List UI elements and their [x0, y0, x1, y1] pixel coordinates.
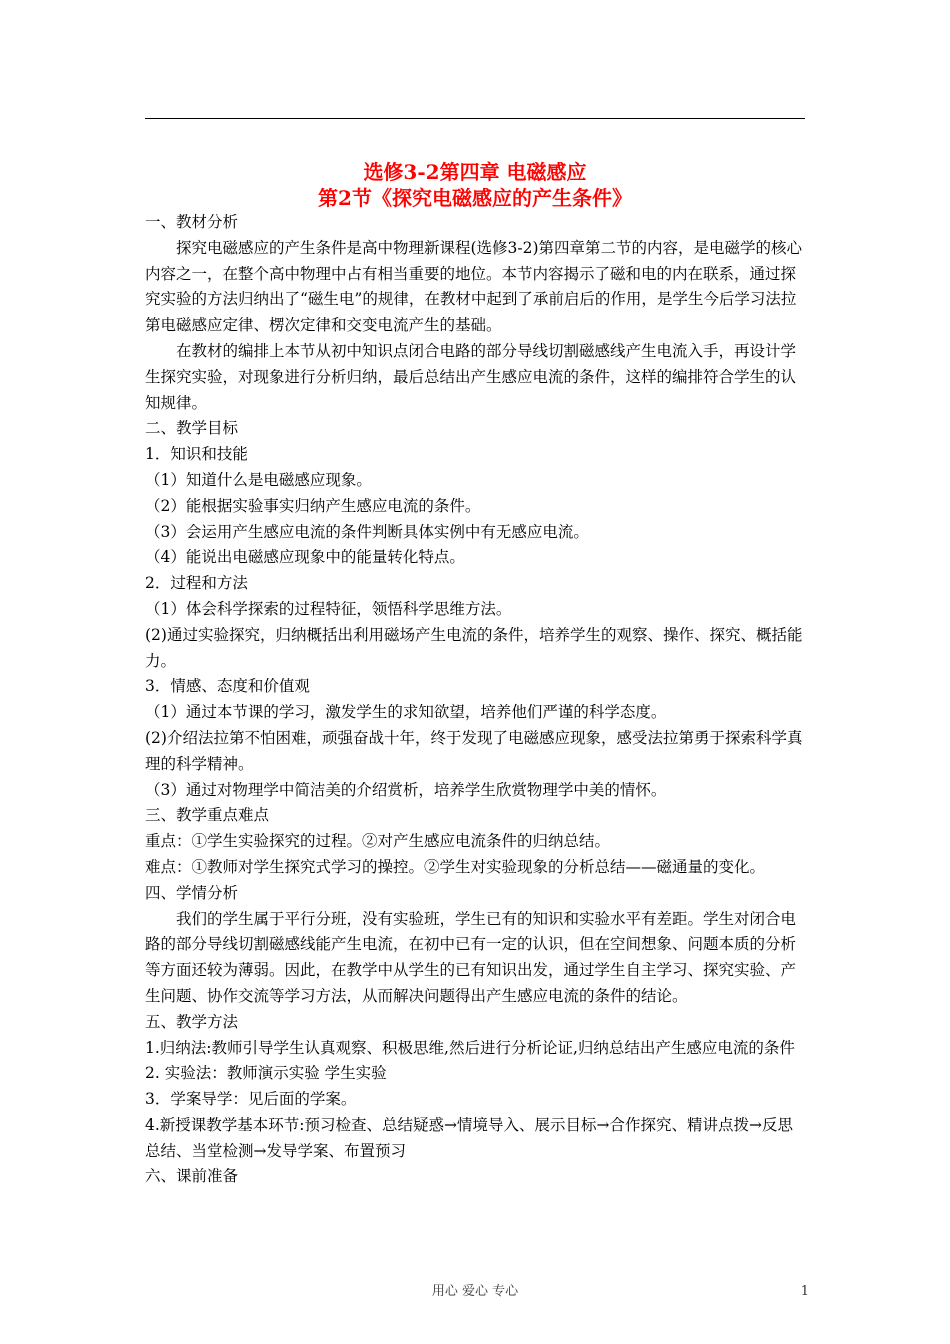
subsection-heading: 3．情感、态度和价值观: [145, 677, 310, 696]
document-title: 选修3-2第四章 电磁感应: [363, 160, 587, 184]
subsection-heading: 1．知识和技能: [145, 445, 248, 464]
list-item: （4）能说出电磁感应现象中的能量转化特点。: [145, 548, 465, 567]
section-heading-preparation: 六、课前准备: [145, 1167, 239, 1186]
paragraph: 探究电磁感应的产生条件是高中物理新课程(选修3-2)第四章第二节的内容，是电磁学的核心内容之一，在整个高中物理中占有相当重要的地位。本节内容揭示了磁和电的内在联系，通过探究实验的方法归纳出了“磁生电”的规律，在教材中起到了承前启后的作用，是学生今后学习法拉第电磁感应定律、楞次定律和交变电流产生的基础。: [145, 238, 803, 335]
list-item: 1.归纳法:教师引导学生认真观察、积极思维,然后进行分析论证,归纳总结出产生感应电流的条件: [145, 1038, 795, 1057]
list-item: （1）知道什么是电磁感应现象。: [145, 470, 372, 489]
list-item: （3）会运用产生感应电流的条件判断具体实例中有无感应电流。: [145, 522, 589, 541]
section-heading-teaching-methods: 五、教学方法: [145, 1012, 239, 1031]
list-item: （1）通过本节课的学习，激发学生的求知欲望，培养他们严谨的科学态度。: [145, 703, 667, 722]
section-heading-teaching-goals: 二、教学目标: [145, 419, 239, 438]
list-item: 4.新授课教学基本环节:预习检查、总结疑惑→情境导入、展示目标→合作探究、精讲点拨→反思总结、当堂检测→发导学案、布置预习: [145, 1115, 793, 1160]
footer-slogan: 用心 爱心 专心: [431, 1284, 519, 1299]
list-item: （3）通过对物理学中简洁美的介绍赏析，培养学生欣赏物理学中美的情怀。: [145, 780, 667, 799]
difficult-point: 难点：①教师对学生探究式学习的操控。②学生对实验现象的分析总结——磁通量的变化。: [145, 857, 766, 876]
section-heading-teaching-material-analysis: 一、教材分析: [145, 213, 239, 231]
paragraph: 我们的学生属于平行分班，没有实验班，学生已有的知识和实验水平有差距。学生对闭合电路的部分导线切割磁感线能产生电流，在初中已有一定的认识，但在空间想象、问题本质的分析等方面还较为薄弱。因此，在教学中从学生的已有知识出发，通过学生自主学习、探究实验、产生问题、协作交流等学习方法，从而解决问题得出产生感应电流的条件的结论。: [145, 909, 797, 1005]
section-heading-key-points: 三、教学重点难点: [145, 806, 270, 825]
list-item: （1）体会科学探索的过程特征，领悟科学思维方法。: [145, 599, 512, 618]
document-body: [145, 210, 807, 1190]
page-number: 1: [800, 1284, 809, 1299]
section-heading-student-analysis: 四、学情分析: [145, 883, 239, 902]
key-point: 重点：①学生实验探究的过程。②对产生感应电流条件的归纳总结。: [145, 832, 611, 851]
subsection-heading: 2．过程和方法: [145, 574, 248, 593]
list-item: (2)通过实验探究，归纳概括出利用磁场产生电流的条件，培养学生的观察、操作、探究、概括能力。: [145, 625, 803, 670]
list-item: 3．学案导学：见后面的学案。: [145, 1090, 357, 1109]
list-item: 2. 实验法：教师演示实验 学生实验: [145, 1064, 387, 1083]
header-rule: [145, 118, 805, 119]
list-item: (2)介绍法拉第不怕困难，顽强奋战十年，终于发现了电磁感应现象，感受法拉第勇于探索科学真理的科学精神。: [145, 728, 803, 773]
paragraph: 在教材的编排上本节从初中知识点闭合电路的部分导线切割磁感线产生电流入手，再设计学生探究实验，对现象进行分析归纳，最后总结出产生感应电流的条件，这样的编排符合学生的认知规律。: [145, 341, 797, 412]
document-subtitle: 第2节《探究电磁感应的产生条件》: [318, 186, 632, 210]
list-item: （2）能根据实验事实归纳产生感应电流的条件。: [145, 496, 481, 515]
